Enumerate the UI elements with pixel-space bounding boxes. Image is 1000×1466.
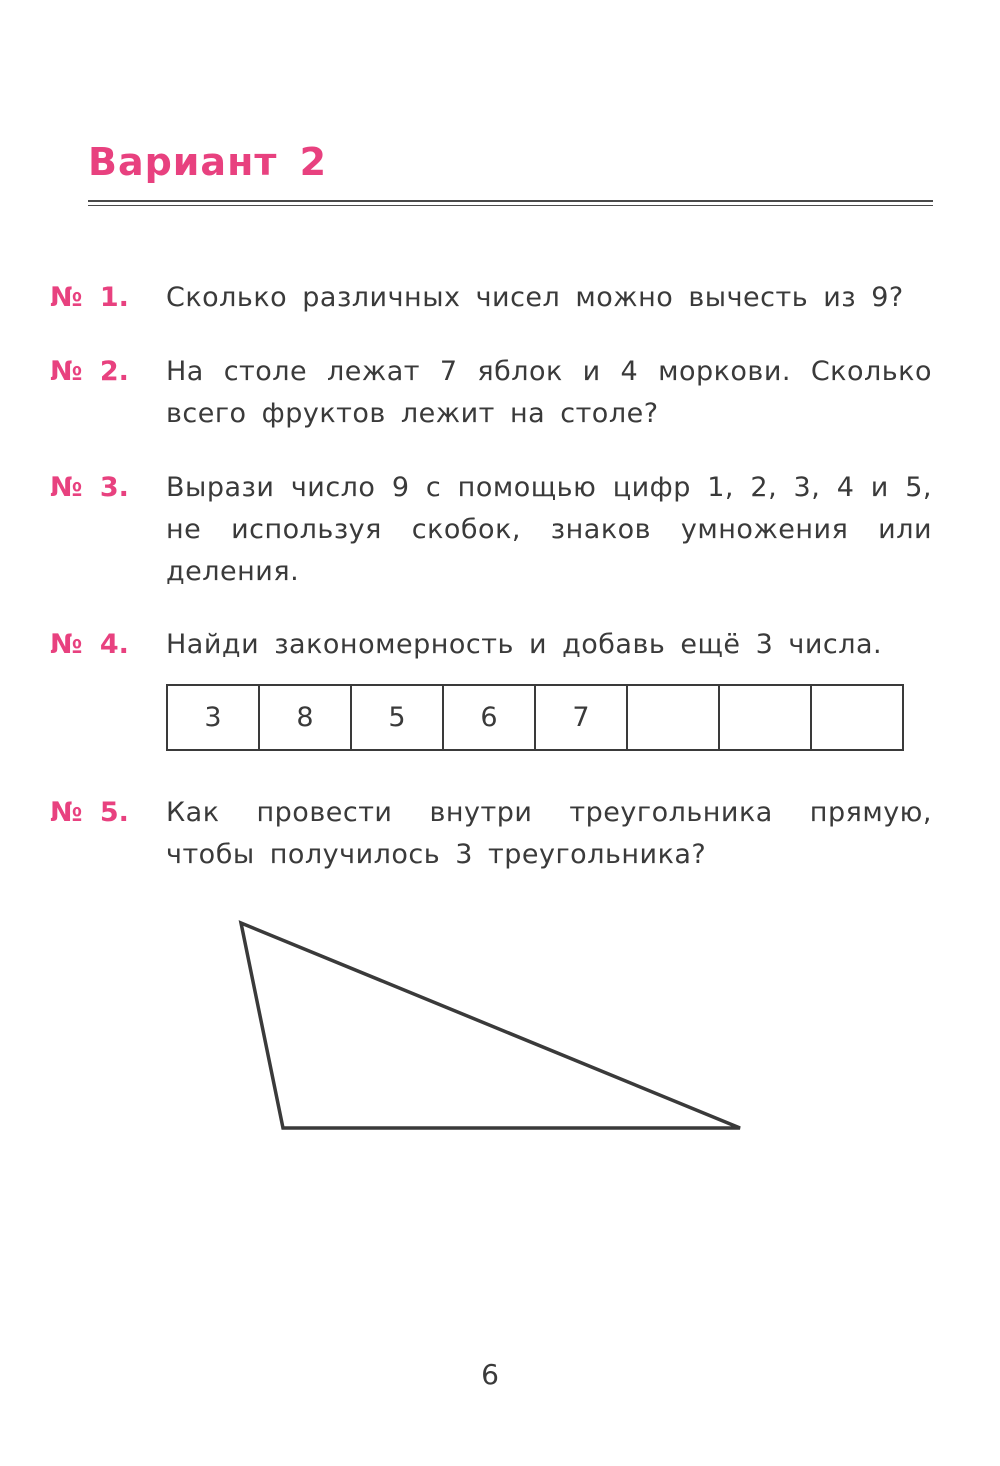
task-text: Вырази число 9 с помощью цифр 1, 2, 3, 4 и 5, не используя скобок, знаков умножения или деления. xyxy=(166,472,932,587)
page-title: Вариант 2 xyxy=(88,140,328,184)
sequence-cell: 6 xyxy=(443,685,535,750)
task-number: № 4. xyxy=(50,629,129,660)
task-text: Найди закономерность и добавь ещё 3 числа. xyxy=(166,629,883,660)
task-number: № 5. xyxy=(50,797,129,828)
sequence-cell: 7 xyxy=(535,685,627,750)
sequence-cell: 3 xyxy=(167,685,259,750)
triangle-shape xyxy=(241,923,740,1128)
sequence-cell: 5 xyxy=(351,685,443,750)
task-number: № 3. xyxy=(50,472,129,503)
task-text: Как провести внутри треугольника прямую, чтобы получилось 3 треугольника? xyxy=(166,797,932,870)
sequence-cell: 8 xyxy=(259,685,351,750)
page-number: 6 xyxy=(481,1358,499,1391)
task-text: На столе лежат 7 яблок и 4 моркови. Сколько всего фруктов лежит на столе? xyxy=(166,356,932,429)
task-text: Сколько различных чисел можно вычесть из 9? xyxy=(166,282,904,313)
task-number: № 1. xyxy=(50,282,129,313)
task-number: № 2. xyxy=(50,356,129,387)
